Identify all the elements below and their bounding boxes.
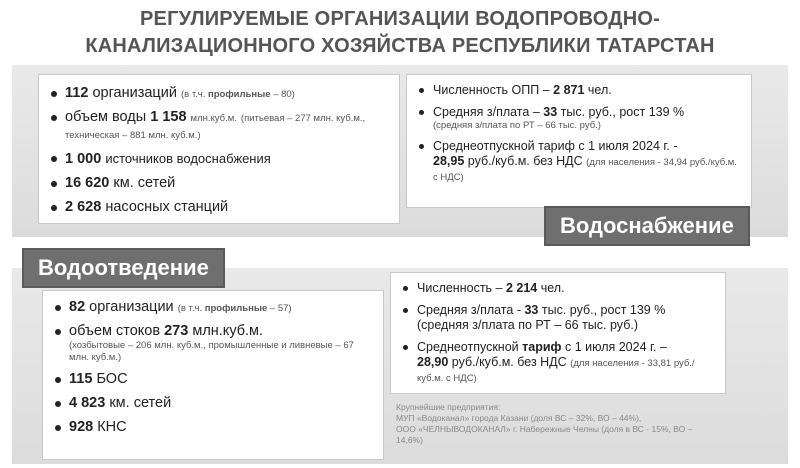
water-salary-item	[419, 105, 739, 132]
water-orgs-item	[51, 85, 387, 102]
page-title-line1: РЕГУЛИРУЕМЫЕ ОРГАНИЗАЦИИ ВОДОПРОВОДНО-	[139, 8, 661, 30]
water-tariff-value: 28,95	[433, 154, 465, 168]
water-pumps-value: 2 628	[65, 199, 102, 215]
water-orgs-note: (в т.ч. профильные – 80)	[180, 89, 295, 100]
water-salary-value: 33	[543, 105, 558, 119]
sewerage-stats-panel	[42, 290, 384, 460]
water-supply-label: Водоснабжение	[544, 206, 750, 246]
water-staff-item	[419, 83, 739, 98]
water-tariff-text: Среднеотпускной тариф с 1 июля 2024 г. -	[433, 139, 678, 153]
sewer-tariff-text-bold: тариф	[522, 340, 562, 354]
sewer-volume-prefix: объем стоков	[69, 323, 161, 339]
water-volume-unit: млн.куб.м.	[190, 113, 237, 124]
sewer-tariff-text-a: Среднеотпускной	[417, 340, 519, 354]
sewer-networks-text: км. сетей	[109, 395, 172, 411]
page-title-line2: КАНАЛИЗАЦИОННОГО ХОЗЯЙСТВА РЕСПУБЛИКИ ТАТАРСТАН	[85, 35, 715, 57]
sewer-tariff-note: (для населения - 33,81 руб./куб.м. с НДС)	[417, 358, 695, 384]
sewer-orgs-count: 82	[69, 299, 86, 315]
water-sources-value: 1 000	[65, 151, 102, 167]
sewer-bos-item	[55, 371, 371, 388]
largest-enterprises-note	[396, 402, 716, 446]
water-staff-text: Численность ОПП –	[433, 83, 550, 97]
sewer-staff-item	[403, 281, 713, 296]
sewerage-economics-panel	[390, 272, 726, 394]
sewer-tariff-text-b: с 1 июля 2024 г. –	[564, 340, 667, 354]
water-volume-value: 1 158	[150, 109, 187, 125]
water-networks-item	[51, 175, 387, 192]
water-sources-text: источников водоснабжения	[105, 151, 271, 166]
sewer-staff-text: Численность –	[417, 281, 503, 295]
water-volume-prefix: объем воды	[65, 109, 147, 125]
water-staff-value: 2 871	[553, 83, 585, 97]
sewer-networks-item	[55, 395, 371, 412]
sewer-kns-value: 928	[69, 419, 94, 435]
water-pumps-item	[51, 199, 387, 216]
sewer-salary-value: 33	[524, 303, 539, 317]
sewer-kns-text: КНС	[97, 419, 127, 435]
sewer-volume-note: (хозбытовые – 206 млн. куб.м., промышленные и ливневые – 67 млн. куб.м.)	[69, 340, 354, 363]
water-orgs-text: организаций	[92, 85, 177, 101]
sewer-salary-item	[403, 303, 713, 333]
footnote-line1: МУП «Водоканал» города Казани (доля ВС – 32%, ВО – 44%),	[396, 413, 642, 423]
sewer-salary-text: Средняя з/плата -	[417, 303, 521, 317]
water-salary-rest: тыс. руб., рост 139 %	[560, 105, 685, 119]
sewer-tariff-item	[403, 340, 713, 385]
water-networks-text: км. сетей	[113, 175, 176, 191]
water-volume-item	[51, 109, 387, 143]
footnote-heading: Крупнейшие предприятия:	[396, 402, 501, 412]
sewer-volume-value: 273	[164, 323, 189, 339]
sewer-orgs-text: организации	[89, 299, 174, 315]
water-tariff-unit: руб./куб.м. без НДС	[467, 154, 583, 168]
water-networks-value: 16 620	[65, 175, 110, 191]
sewer-bos-value: 115	[69, 371, 93, 387]
sewer-kns-item	[55, 419, 371, 436]
footnote-line2: ООО «ЧЕЛНЫВОДОКАНАЛ» г. Набережные Челны (доля в ВС - 15%, ВО – 14,6%)	[396, 424, 693, 445]
water-pumps-text: насосных станций	[105, 199, 229, 215]
water-volume-note: (питьевая – 277 млн. куб.м., техническая – 881 млн. куб.м.)	[65, 113, 366, 141]
sewer-salary-rest: тыс. руб., рост 139 %	[541, 303, 666, 317]
sewer-tariff-unit: руб./куб.м. без НДС	[451, 355, 567, 369]
water-sources-item	[51, 150, 387, 168]
sewer-bos-text: БОС	[96, 371, 128, 387]
water-staff-unit: чел.	[587, 83, 612, 97]
water-orgs-count: 112	[65, 85, 89, 101]
water-salary-text: Средняя з/плата –	[433, 105, 540, 119]
water-tariff-note: (для населения - 34,94 руб./куб.м. с НДС)	[433, 157, 737, 183]
sewer-volume-item	[55, 323, 371, 364]
sewer-salary-note: (средняя з/плата по РТ – 66 тыс. руб.)	[417, 318, 638, 332]
sewer-orgs-note: (в т.ч. профильные – 57)	[177, 303, 292, 314]
sewer-volume-unit: млн.куб.м.	[192, 323, 264, 339]
sewerage-label: Водоотведение	[22, 248, 225, 288]
sewer-tariff-value: 28,90	[417, 355, 449, 369]
water-supply-stats-panel	[38, 74, 400, 224]
sewer-networks-value: 4 823	[69, 395, 106, 411]
water-supply-economics-panel	[406, 74, 752, 208]
sewer-staff-unit: чел.	[540, 281, 565, 295]
sewer-staff-value: 2 214	[505, 281, 538, 295]
water-tariff-item	[419, 139, 739, 184]
water-salary-note: (средняя з/плата по РТ – 66 тыс. руб.)	[433, 120, 601, 131]
sewer-orgs-item	[55, 299, 371, 316]
